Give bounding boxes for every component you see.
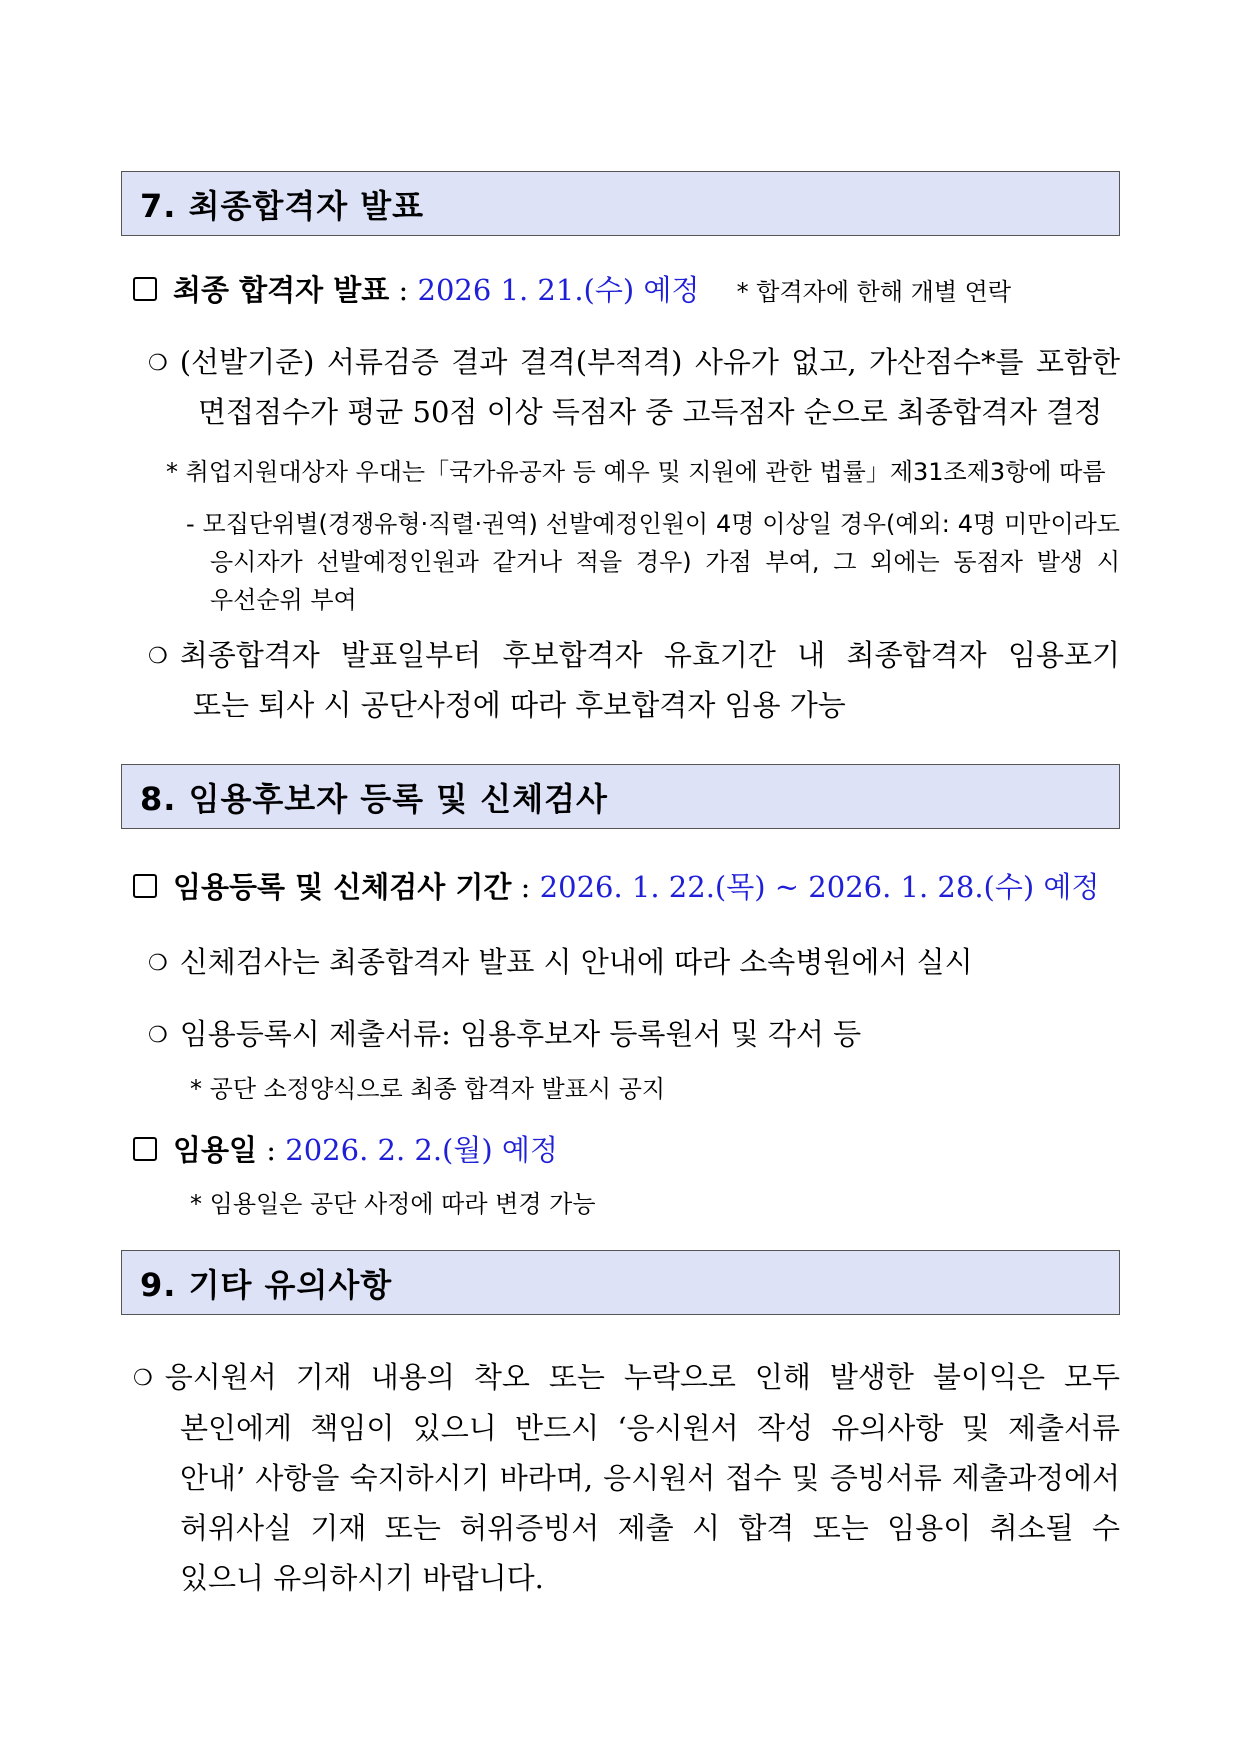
criteria-line-1 <box>148 340 1120 381</box>
notice-line-2: 본인에게 책임이 있으니 반드시 ‘응시원서 작성 유의사항 및 제출서류 <box>180 1411 1120 1445</box>
announce-sep: : <box>389 273 418 307</box>
section-8-header <box>121 764 1120 829</box>
square-outline-icon <box>133 874 157 898</box>
registration-label: 임용등록 및 신체검사 기간 <box>173 870 512 904</box>
footnote-2-line-3: 우선순위 부여 <box>210 586 357 614</box>
appointment-note: * 임용일은 공단 사정에 따라 변경 가능 <box>190 1190 596 1218</box>
reserve-line-1 <box>148 633 1120 674</box>
footnote-2-line-1: - 모집단위별(경쟁유형·직렬·권역) 선발예정인원이 4명 이상일 경우(예외: 4명 미만이라도 <box>186 510 1120 538</box>
appointment-item <box>133 1128 558 1169</box>
announce-item <box>133 268 1011 309</box>
footnote-2-line-2: 응시자가 선발예정인원과 같거나 적을 경우) 가점 부여, 그 외에는 동점자 발생 시 <box>210 548 1120 576</box>
notice-line-3: 안내’ 사항을 숙지하시기 바라며, 응시원서 접수 및 증빙서류 제출과정에서 <box>180 1461 1120 1495</box>
criteria-text-1: (선발기준) 서류검증 결과 결격(부적격) 사유가 없고, 가산점수*를 포함한 <box>179 345 1120 379</box>
section-7-header <box>121 171 1120 236</box>
reserve-line-2: 또는 퇴사 시 공단사정에 따라 후보합격자 임용 가능 <box>193 688 846 722</box>
registration-item <box>133 865 1099 906</box>
section-8-title: 8. 임용후보자 등록 및 신체검사 <box>140 779 608 818</box>
announce-note: * 합격자에 한해 개별 연락 <box>736 278 1012 306</box>
section-7-title: 7. 최종합격자 발표 <box>140 186 425 225</box>
square-outline-icon <box>133 1137 157 1161</box>
announce-label: 최종 합격자 발표 <box>173 273 390 307</box>
circle-outline-icon: ❍ <box>148 1023 168 1048</box>
announce-date: 2026 1. 21.(수) 예정 <box>417 273 700 307</box>
footnote-1: * 취업지원대상자 우대는「국가유공자 등 예우 및 지원에 관한 법률」제31조제3항에 따름 <box>166 458 1106 486</box>
notice-line-1 <box>133 1355 1120 1396</box>
section-9-title: 9. 기타 유의사항 <box>140 1265 393 1304</box>
appointment-label: 임용일 <box>173 1133 258 1167</box>
docs-note: * 공단 소정양식으로 최종 합격자 발표시 공지 <box>190 1075 666 1103</box>
appointment-date: 2026. 2. 2.(월) 예정 <box>285 1133 558 1167</box>
exam-text: 신체검사는 최종합격자 발표 시 안내에 따라 소속병원에서 실시 <box>179 945 973 979</box>
reserve-text-1: 최종합격자 발표일부터 후보합격자 유효기간 내 최종합격자 임용포기 <box>179 638 1120 672</box>
circle-outline-icon: ❍ <box>148 951 168 976</box>
appointment-sep: : <box>257 1133 286 1167</box>
notice-line-5: 있으니 유의하시기 바랍니다. <box>180 1561 544 1595</box>
notice-line-4: 허위사실 기재 또는 허위증빙서 제출 시 합격 또는 임용이 취소될 수 <box>180 1511 1120 1545</box>
notice-text-1: 응시원서 기재 내용의 착오 또는 누락으로 인해 발생한 불이익은 모두 <box>164 1360 1120 1394</box>
registration-date: 2026. 1. 22.(목) ~ 2026. 1. 28.(수) 예정 <box>539 870 1100 904</box>
registration-sep: : <box>511 870 540 904</box>
docs-item <box>148 1012 861 1053</box>
square-outline-icon <box>133 277 157 301</box>
criteria-line-2: 면접점수가 평균 50점 이상 득점자 중 고득점자 순으로 최종합격자 결정 <box>198 395 1103 429</box>
section-9-header <box>121 1250 1120 1315</box>
circle-outline-icon: ❍ <box>133 1366 153 1391</box>
circle-outline-icon: ❍ <box>148 351 168 376</box>
docs-text: 임용등록시 제출서류: 임용후보자 등록원서 및 각서 등 <box>179 1017 862 1051</box>
exam-item <box>148 940 973 981</box>
circle-outline-icon: ❍ <box>148 644 168 669</box>
